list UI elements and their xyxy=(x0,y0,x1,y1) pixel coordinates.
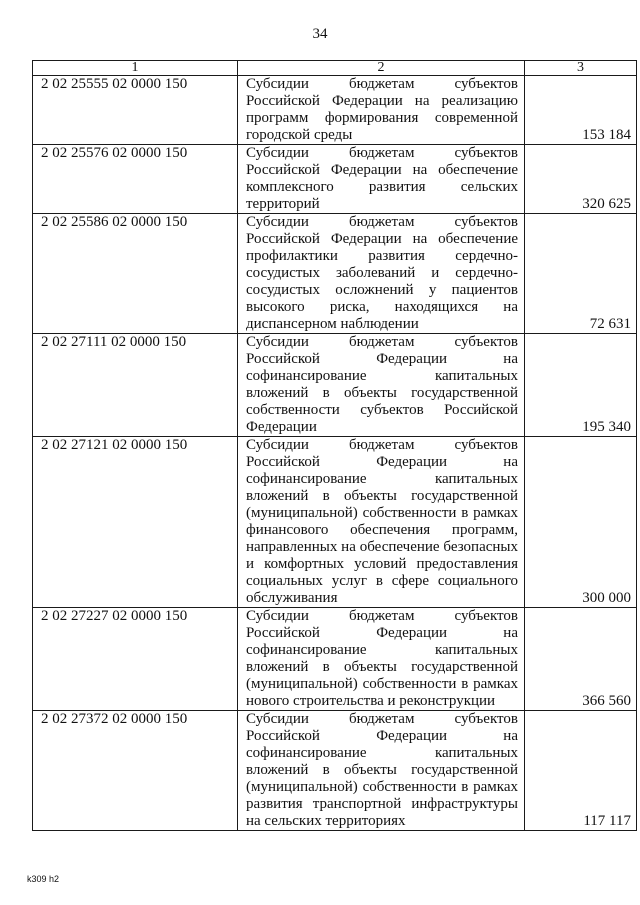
footer-code: k309 h2 xyxy=(27,874,60,884)
budget-table xyxy=(32,60,637,831)
amount-cell: 153 184 xyxy=(525,76,637,145)
budget-code-cell: 2 02 27121 02 0000 150 xyxy=(33,437,238,608)
amount-cell: 366 560 xyxy=(525,608,637,711)
description-cell: Субсидии бюджетам субъектов Российской Федерации на софинансирование капитальных вложений в объекты государственной (муниципальной) собственности в рамках финансового обеспечения программ, направленных на обеспечение безопасных и комфортных условий предоставления социальных услуг в сфере социального обслуживания xyxy=(238,437,525,608)
amount-cell: 72 631 xyxy=(525,214,637,334)
description-cell: Субсидии бюджетам субъектов Российской Федерации на обеспечение профилактики развития сердечно-сосудистых заболеваний и сердечно-сосудистых осложнений у пациентов высокого риска, находящихся на диспансерном наблюдении xyxy=(238,214,525,334)
description-cell: Субсидии бюджетам субъектов Российской Федерации на софинансирование капитальных вложений в объекты государственной (муниципальной) собственности в рамках развития транспортной инфраструктуры на сельских территориях xyxy=(238,711,525,831)
amount-cell: 117 117 xyxy=(525,711,637,831)
table-row xyxy=(33,76,637,145)
table-row xyxy=(33,334,637,437)
column-header-1: 1 xyxy=(33,61,238,76)
amount-cell: 320 625 xyxy=(525,145,637,214)
column-header-3: 3 xyxy=(525,61,637,76)
budget-code-cell: 2 02 25555 02 0000 150 xyxy=(33,76,238,145)
column-header-2: 2 xyxy=(238,61,525,76)
amount-cell: 300 000 xyxy=(525,437,637,608)
table-row xyxy=(33,214,637,334)
budget-code-cell: 2 02 25586 02 0000 150 xyxy=(33,214,238,334)
description-cell: Субсидии бюджетам субъектов Российской Федерации на обеспечение комплексного развития сельских территорий xyxy=(238,145,525,214)
budget-code-cell: 2 02 27372 02 0000 150 xyxy=(33,711,238,831)
budget-code-cell: 2 02 25576 02 0000 150 xyxy=(33,145,238,214)
budget-code-cell: 2 02 27227 02 0000 150 xyxy=(33,608,238,711)
table-header-row xyxy=(33,61,637,76)
table-row xyxy=(33,608,637,711)
budget-code-cell: 2 02 27111 02 0000 150 xyxy=(33,334,238,437)
table-row xyxy=(33,437,637,608)
description-cell: Субсидии бюджетам субъектов Российской Федерации на софинансирование капитальных вложений в объекты государственной собственности субъектов Российской Федерации xyxy=(238,334,525,437)
description-cell: Субсидии бюджетам субъектов Российской Федерации на реализацию программ формирования современной городской среды xyxy=(238,76,525,145)
amount-cell: 195 340 xyxy=(525,334,637,437)
description-cell: Субсидии бюджетам субъектов Российской Федерации на софинансирование капитальных вложений в объекты государственной (муниципальной) собственности в рамках нового строительства и реконструкции xyxy=(238,608,525,711)
table-row xyxy=(33,145,637,214)
table-row xyxy=(33,711,637,831)
page-number: 34 xyxy=(312,26,328,42)
